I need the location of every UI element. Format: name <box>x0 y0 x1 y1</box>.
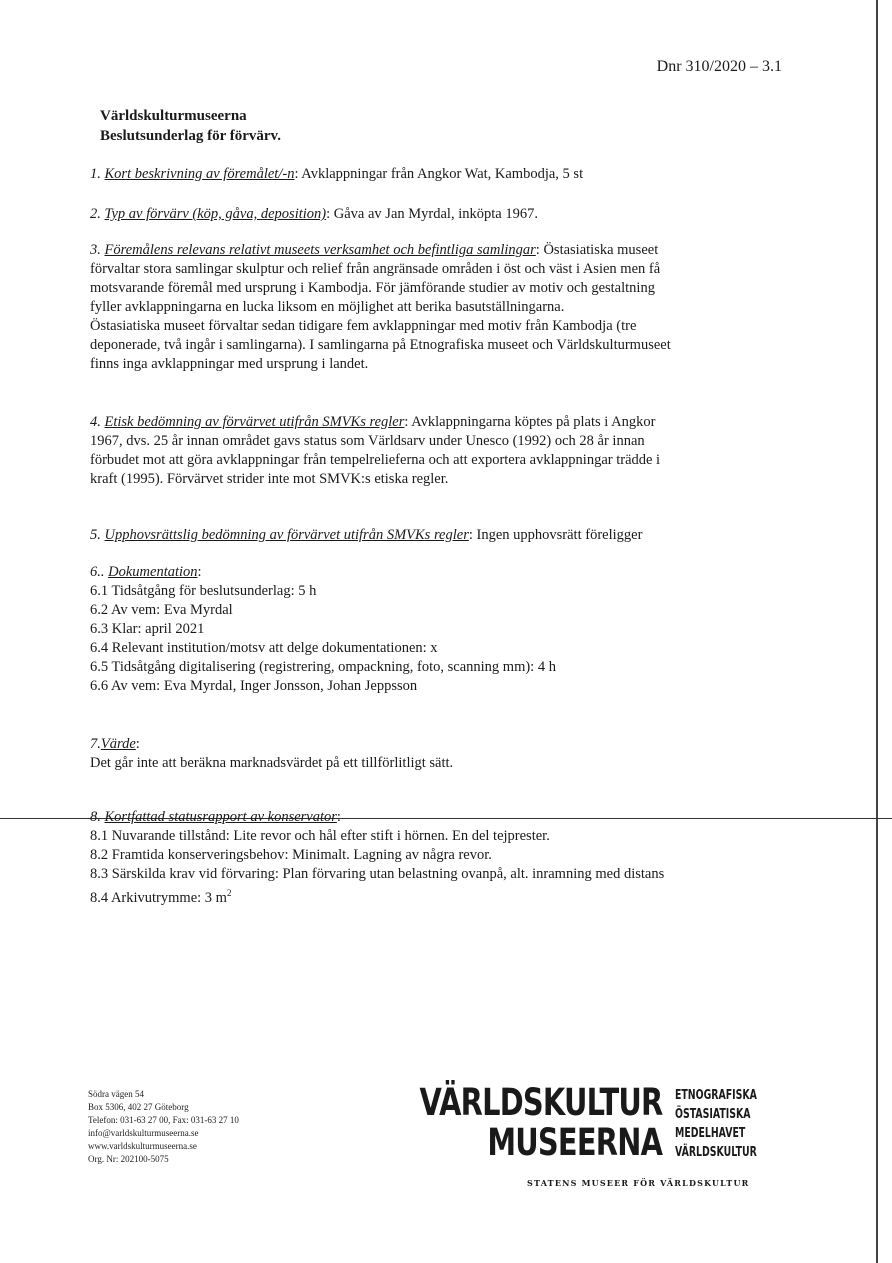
list-item: 6.6 Av vem: Eva Myrdal, Inger Jonsson, Johan Jeppsson <box>90 678 418 694</box>
section-number: 4. <box>90 414 101 430</box>
logo-museum: ÖSTASIATISKA <box>675 1107 751 1122</box>
section-8 <box>90 808 790 908</box>
address-line: Box 5306, 402 27 Göteborg <box>88 1102 189 1112</box>
scan-edge <box>876 0 878 1263</box>
section-number: 7. <box>90 736 101 752</box>
section-2 <box>90 205 790 224</box>
section-heading: Kort beskrivning av föremålet/-n <box>104 166 295 182</box>
section-text: : Östasiatiska museet <box>535 242 659 258</box>
document-subtitle: Beslutsunderlag för förvärv. <box>100 128 281 144</box>
section-number: 1. <box>90 166 101 182</box>
list-item: 6.5 Tidsåtgång digitalisering (registrering, ompackning, foto, scanning mm): 4 h <box>90 659 556 675</box>
section-text: : Ingen upphovsrätt föreligger <box>468 527 643 543</box>
logo-tagline: STATENS MUSEER FÖR VÄRLDSKULTUR <box>527 1178 750 1188</box>
section-text: : Gåva av Jan Myrdal, inköpta 1967. <box>326 206 538 222</box>
section-number: 5. <box>90 527 101 543</box>
list-item: 8.3 Särskilda krav vid förvaring: Plan förvaring utan belastning ovanpå, alt. inramning med distans <box>90 866 665 882</box>
list-item: 8.2 Framtida konserveringsbehov: Minimalt. Lagning av några revor. <box>90 847 492 863</box>
footer-address <box>88 1088 239 1166</box>
section-7 <box>90 735 790 773</box>
text-line: finns inga avklappningar med ursprung i landet. <box>90 356 369 372</box>
text-line: deponerade, två ingår i samlingarna). I samlingarna på Etnografiska museet och Världskulturmuseet <box>90 337 671 353</box>
section-text: : Avklappningarna köptes på plats i Angkor <box>404 414 656 430</box>
list-item-text: 8.4 Arkivutrymme: 3 m <box>90 889 227 906</box>
superscript: 2 <box>226 888 232 898</box>
section-number: 6.. <box>90 564 105 580</box>
section-heading: Kortfattad statusrapport av konservator <box>104 809 337 825</box>
section-heading: Typ av förvärv (köp, gåva, deposition) <box>104 206 327 222</box>
logo-museum: VÄRLDSKULTUR <box>675 1145 757 1160</box>
address-line: info@varldskulturmuseerna.se <box>88 1128 199 1138</box>
section-heading: Värde <box>100 736 136 752</box>
section-text: : Avklappningar från Angkor Wat, Kambodja, 5 st <box>294 166 584 182</box>
text-line: förvaltar stora samlingar skulptur och relief från angränsade områden i öst och väst i Asien men få <box>90 261 661 277</box>
address-line: www.varldskulturmuseerna.se <box>88 1141 197 1151</box>
section-heading: Upphovsrättslig bedömning av förvärvet utifrån SMVKs regler <box>104 527 469 543</box>
document-number: Dnr 310/2020 – 3.1 <box>656 58 782 75</box>
list-item: 8.1 Nuvarande tillstånd: Lite revor och hål efter stift i hörnen. En del tejprester. <box>90 828 550 844</box>
section-heading: Föremålens relevans relativt museets verksamhet och befintliga samlingar <box>104 242 536 258</box>
section-number: 3. <box>90 242 101 258</box>
list-item: 6.3 Klar: april 2021 <box>90 621 205 637</box>
list-item: 6.4 Relevant institution/motsv att delge dokumentationen: x <box>90 640 438 656</box>
text-line: Östasiatiska museet förvaltar sedan tidigare fem avklappningar med motiv från Kambodja (tre <box>90 318 637 334</box>
address-line: Telefon: 031-63 27 00, Fax: 031-63 27 10 <box>88 1115 239 1125</box>
section-heading: Dokumentation <box>108 564 198 580</box>
section-colon: : <box>135 736 140 752</box>
varldskultur-logo <box>419 1081 767 1194</box>
logo-museum-list <box>675 1086 757 1162</box>
address-line: Org. Nr: 202100-5075 <box>88 1154 169 1164</box>
section-1 <box>90 165 790 184</box>
section-text: Det går inte att beräkna marknadsvärdet på ett tillförlitligt sätt. <box>90 755 454 771</box>
section-heading: Etisk bedömning av förvärvet utifrån SMVKs regler <box>104 414 405 430</box>
text-line: 1967, dvs. 25 år innan området gavs status som Världsarv under Unesco (1992) och 28 år innan <box>90 433 645 449</box>
section-colon: : <box>197 564 202 580</box>
address-line: Södra vägen 54 <box>88 1089 144 1099</box>
document-header <box>100 106 281 146</box>
logo-line-1: VÄRLDSKULTUR <box>419 1081 662 1124</box>
section-number: 2. <box>90 206 101 222</box>
section-3 <box>90 241 790 374</box>
text-line: motsvarande föremål med ursprung i Kambodja. För jämförande studier av motiv och gestaltning <box>90 280 655 296</box>
logo-line-2: MUSEERNA <box>487 1121 662 1164</box>
section-colon: : <box>336 809 341 825</box>
section-number: 8. <box>90 809 101 825</box>
section-4 <box>90 413 790 489</box>
list-item: 6.1 Tidsåtgång för beslutsunderlag: 5 h <box>90 583 317 599</box>
org-name: Världskulturmuseerna <box>100 108 247 124</box>
logo-museum: MEDELHAVET <box>675 1126 746 1141</box>
section-5 <box>90 526 790 545</box>
text-line: förbudet mot att göra avklappningar från tempelrelieferna och att exportera avklappningar trädde i <box>90 452 661 468</box>
text-line: fyller avklappningarna en lucka liksom en möjlighet att berika basutställningarna. <box>90 299 565 315</box>
list-item <box>90 884 790 908</box>
section-6 <box>90 563 790 696</box>
logo-museum: ETNOGRAFISKA <box>675 1088 757 1103</box>
list-item: 6.2 Av vem: Eva Myrdal <box>90 602 233 618</box>
text-line: kraft (1995). Förvärvet strider inte mot SMVK:s etiska regler. <box>90 471 449 487</box>
